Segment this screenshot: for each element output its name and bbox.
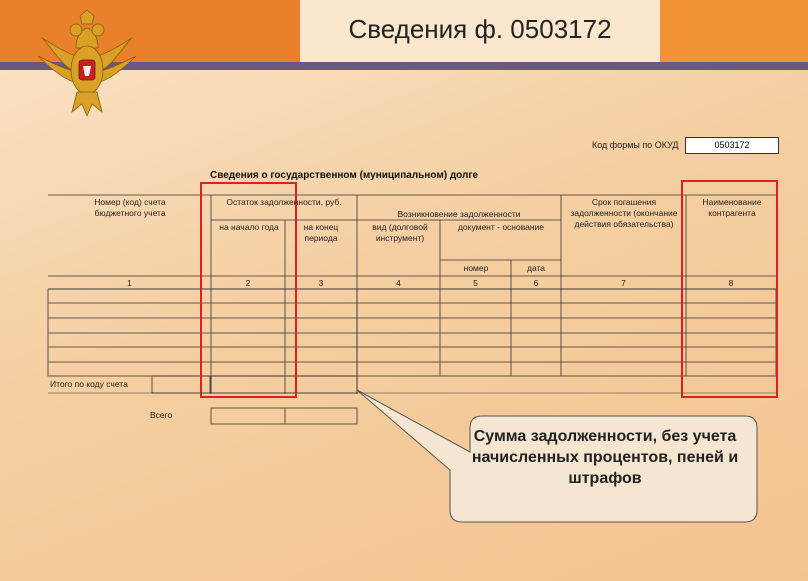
column-number-5: 5 <box>473 278 478 288</box>
header-origin: Возникновение задолженности <box>397 209 521 219</box>
total-by-account-label: Итого по коду счета <box>50 379 128 389</box>
header-at-end: на конец периода <box>303 222 339 243</box>
column-number-7: 7 <box>621 278 626 288</box>
okud-value: 0503172 <box>685 137 779 154</box>
column-number-2: 2 <box>245 278 251 288</box>
header-remainder: Остаток задолженности, руб. <box>226 197 342 207</box>
column-number-3: 3 <box>318 278 324 288</box>
callout-text: Сумма задолженности, без учета начисленных процентов, пеней и штрафов <box>471 428 739 487</box>
header-kind: вид (долговой инструмент) <box>372 222 428 243</box>
header-number: номер <box>463 263 489 273</box>
header-at-start: на начало года <box>219 222 279 232</box>
slide-title: Сведения ф. 0503172 <box>348 14 612 44</box>
header-account-number: Номер (код) счета бюджетного учета <box>94 197 166 218</box>
header-document: документ - основание <box>457 222 545 232</box>
header-due-date: Срок погашения задолженности (окончание действия обязательства) <box>570 197 678 229</box>
column-number-6: 6 <box>533 278 539 288</box>
column-number-4: 4 <box>396 278 401 288</box>
column-number-1: 1 <box>127 278 132 288</box>
form-title: Сведения о государственном (муниципальном) долге <box>210 170 479 181</box>
grand-total-label: Всего <box>150 410 173 420</box>
header-counterparty: Наименование контрагента <box>702 197 762 218</box>
okud-label: Код формы по ОКУД <box>592 140 679 150</box>
header-date: дата <box>526 263 546 273</box>
column-number-8: 8 <box>728 278 734 288</box>
